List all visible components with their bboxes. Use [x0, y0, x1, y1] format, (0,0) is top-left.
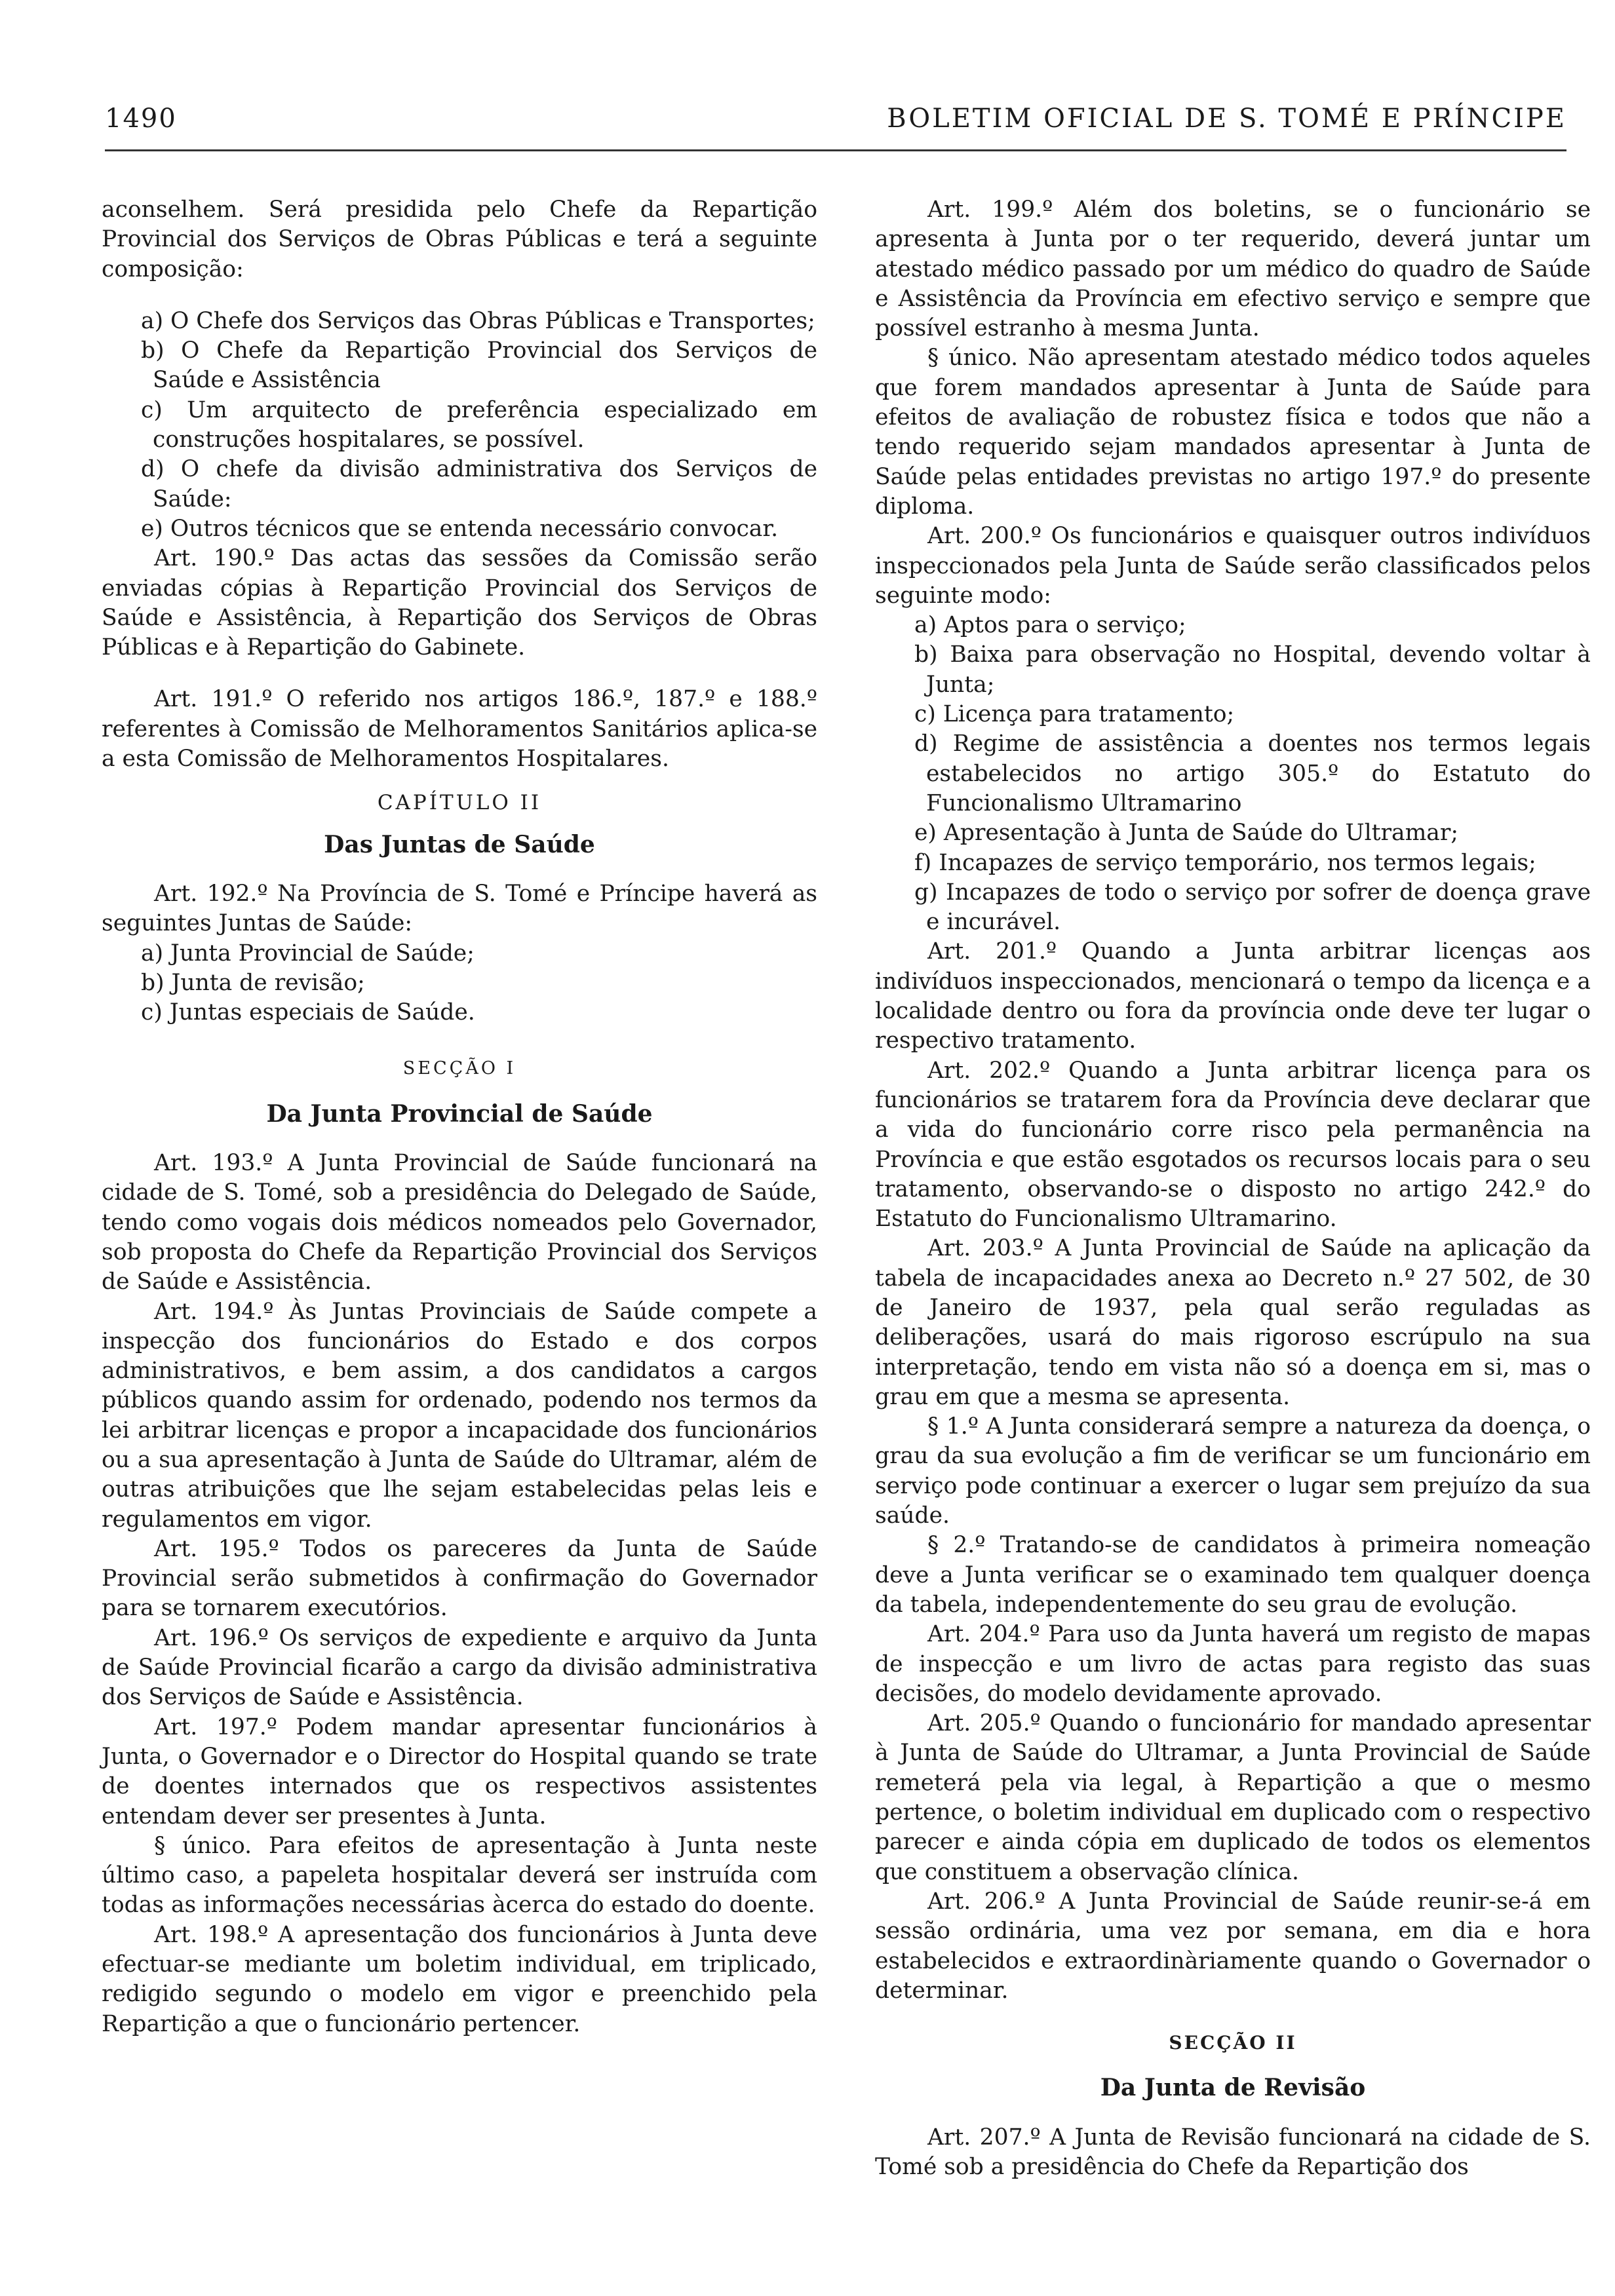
article-194: Art. 194.º Às Juntas Provinciais de Saúde compete a inspecção dos funcionários do Estado e dos corpos administrativos, e bem assim, a dos candidatos a cargos públicos quando assim for ordenado, podendo nos termos da lei arbitrar licenças e propor a incapacidade dos funcionários ou a sua apresentação à Junta de Saúde do Ultramar, além de outras atribuições que lhe sejam estabelecidas pelas leis e regulamentos em vigor.	[102, 1298, 817, 1533]
section-title: Da Junta Provincial de Saúde	[266, 1100, 653, 1128]
header-rule	[105, 149, 1566, 151]
article-190: Art. 190.º Das actas das sessões da Comissão serão enviadas cópias à Repartição Provincial dos Serviços de Saúde e Assistência, à Repartição dos Serviços de Obras Públicas e à Repartição do Gabinete.	[102, 545, 817, 661]
article-205: Art. 205.º Quando o funcionário for mandado apresentar à Junta de Saúde do Ultramar, a Junta Provincial de Saúde remeterá pela via legal, à Repartição a que o mesmo pertence, o boletim individual em duplicado com o respectivo parecer e ainda cópia em duplicado de todos os elementos que constituem a observação clínica.	[875, 1710, 1591, 1885]
list-item: a) O Chefe dos Serviços das Obras Públicas e Transportes;	[141, 307, 815, 334]
page-header	[105, 98, 1566, 144]
list-item: e) Outros técnicos que se entenda necessário convocar.	[141, 515, 779, 542]
chapter-heading: CAPÍTULO II	[377, 791, 542, 815]
section-heading: SECÇÃO I	[402, 1058, 516, 1079]
running-title: BOLETIM OFICIAL DE S. TOMÉ E PRÍNCIPE	[887, 104, 1566, 134]
paragraph-unico-199: § único. Não apresentam atestado médico todos aqueles que forem mandados apresentar à Junta de Saúde para efeitos de avaliação de robustez física e todos que não a tendo requerido sejam mandados apresentar à Junta de Saúde pelas entidades previstas no artigo 197.º do presente diploma.	[875, 345, 1591, 520]
article-202: Art. 202.º Quando a Junta arbitrar licença para os funcionários se tratarem fora da Província deve declarar que a vida do funcionário corre risco pela permanência na Província e que estão esgotados os recursos locais para o seu tratamento, observando-se o disposto no artigo 242.º do Estatuto do Funcionalismo Ultramarino.	[875, 1057, 1591, 1233]
list-item: c) Licença para tratamento;	[914, 701, 1235, 728]
section-title: Da Junta de Revisão	[1100, 2074, 1366, 2102]
chapter-title: Das Juntas de Saúde	[324, 830, 595, 858]
article-192: Art. 192.º Na Província de S. Tomé e Príncipe haverá as seguintes Juntas de Saúde:	[102, 880, 817, 937]
article-195: Art. 195.º Todos os pareceres da Junta de Saúde Provincial serão submetidos à confirmação do Governador para se tornarem executórios.	[102, 1535, 817, 1622]
list-item: b) O Chefe da Repartição Provincial dos Serviços de Saúde e Assistência	[141, 337, 817, 394]
article-207: Art. 207.º A Junta de Revisão funcionará na cidade de S. Tomé sob a presidência do Chefe da Repartição dos	[875, 2124, 1591, 2180]
paragraph-2-203: § 2.º Tratando-se de candidatos à primeira nomeação deve a Junta verificar se o examinado tem qualquer doença da tabela, independentemente do seu grau de evolução.	[875, 1532, 1591, 1618]
article-198: Art. 198.º A apresentação dos funcionários à Junta deve efectuar-se mediante um boletim individual, em triplicado, redigido segundo o modelo em vigor e preenchido pela Repartição a que o funcionário pertencer.	[102, 1921, 817, 2037]
page-number: 1490	[105, 104, 177, 134]
list-item: c) Um arquitecto de preferência especializado em construções hospitalares, se possível.	[141, 396, 817, 453]
article-204: Art. 204.º Para uso da Junta haverá um registo de mapas de inspecção e um livro de actas para registo das suas decisões, do modelo devidamente aprovado.	[875, 1621, 1591, 1707]
article-201: Art. 201.º Quando a Junta arbitrar licenças aos indivíduos inspeccionados, mencionará o tempo da licença e a localidade dentro ou fora da província onde deve ter lugar o respectivo tratamento.	[875, 938, 1591, 1054]
list-item: b) Junta de revisão;	[141, 969, 365, 996]
left-column	[102, 195, 817, 2039]
list-item: d) Regime de assistência a doentes nos termos legais estabelecidos no artigo 305.º do Estatuto do Funcionalismo Ultramarino	[914, 731, 1591, 816]
paragraph-unico-197: § único. Para efeitos de apresentação à Junta neste último caso, a papeleta hospitalar deverá ser instruída com todas as informações necessárias àcerca do estado do doente.	[102, 1832, 817, 1919]
list-item: e) Apresentação à Junta de Saúde do Ultramar;	[914, 820, 1458, 847]
article-206: Art. 206.º A Junta Provincial de Saúde reunir-se-á em sessão ordinária, uma vez por semana, em dia e hora estabelecidos e extraordinàriamente quando o Governador o determinar.	[875, 1888, 1591, 2004]
section-heading: SECÇÃO II	[1169, 2032, 1297, 2054]
paragraph-continuation: aconselhem. Será presidida pelo Chefe da Repartição Provincial dos Serviços de Obras Públicas e terá a seguinte composição:	[102, 197, 817, 282]
article-199: Art. 199.º Além dos boletins, se o funcionário se apresenta à Junta por o ter requerido, deverá juntar um atestado médico passado por um médico do quadro de Saúde e Assistência da Província em efectivo serviço e sempre que possível estranho à mesma Junta.	[875, 197, 1591, 342]
right-column	[875, 195, 1591, 2182]
list-item: a) Junta Provincial de Saúde;	[141, 940, 475, 966]
list-item: d) O chefe da divisão administrativa dos Serviços de Saúde:	[141, 456, 817, 512]
paragraph-1-203: § 1.º A Junta considerará sempre a natureza da doença, o grau da sua evolução a fim de verificar se um funcionário em serviço pode continuar a exercer o lugar sem prejuízo da sua saúde.	[875, 1413, 1591, 1529]
list-item: a) Aptos para o serviço;	[914, 612, 1186, 639]
list-item: g) Incapazes de todo o serviço por sofrer de doença grave e incurável.	[914, 879, 1591, 936]
article-196: Art. 196.º Os serviços de expediente e arquivo da Junta de Saúde Provincial ficarão a cargo da divisão administrativa dos Serviços de Saúde e Assistência.	[102, 1624, 817, 1711]
article-191: Art. 191.º O referido nos artigos 186.º, 187.º e 188.º referentes à Comissão de Melhoramentos Sanitários aplica-se a esta Comissão de Melhoramentos Hospitalares.	[102, 686, 817, 773]
article-200: Art. 200.º Os funcionários e quaisquer outros indivíduos inspeccionados pela Junta de Saúde serão classificados pelos seguinte modo:	[875, 523, 1591, 609]
article-203: Art. 203.º A Junta Provincial de Saúde na aplicação da tabela de incapacidades anexa ao Decreto n.º 27 502, de 30 de Janeiro de 1937, pela qual serão reguladas as deliberações, usará do mais rigoroso escrúpulo na sua interpretação, tendo em vista não só a doença em si, mas o grau em que a mesma se apresenta.	[875, 1235, 1591, 1410]
list-item: b) Baixa para observação no Hospital, devendo voltar à Junta;	[914, 641, 1591, 698]
list-item: f) Incapazes de serviço temporário, nos termos legais;	[914, 849, 1536, 876]
article-197: Art. 197.º Podem mandar apresentar funcionários à Junta, o Governador e o Director do Hospital quando se trate de doentes internados que os respectivos assistentes entendam dever ser presentes à Junta.	[102, 1713, 817, 1829]
list-item: c) Juntas especiais de Saúde.	[141, 999, 475, 1026]
article-193: Art. 193.º A Junta Provincial de Saúde funcionará na cidade de S. Tomé, sob a presidência do Delegado de Saúde, tendo como vogais dois médicos nomeados pelo Governador, sob proposta do Chefe da Repartição Provincial dos Serviços de Saúde e Assistência.	[102, 1150, 817, 1295]
